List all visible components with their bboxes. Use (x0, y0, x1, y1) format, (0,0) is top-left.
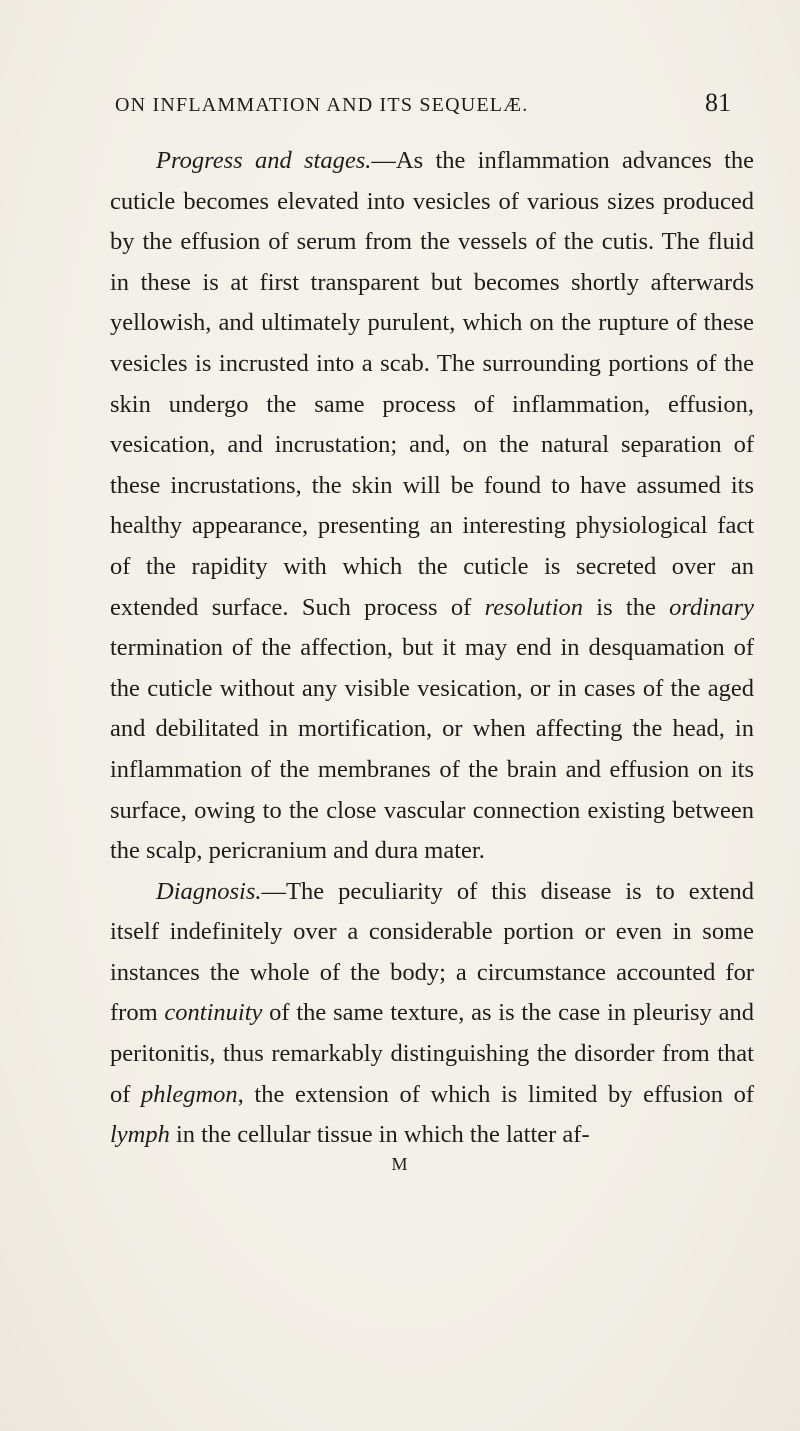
text-run: termination of the affection, but it may end in desquamation of the cuticle without any visible vesication, or in cases of the aged and debilitated in mortification, or when affecting the head, in inflammation of the membranes of the brain and effusion on its surface, owing to the close vascular connection existing between the scalp, pericranium and dura mater. (110, 634, 754, 865)
italic-term: ordinary (669, 593, 754, 621)
italic-term: lymph (110, 1121, 170, 1149)
text-run: —The peculiarity of this disease is to extend itself indefinitely over a considerable portion or even in some instances the whole of the body; a circumstance accounted for from (110, 877, 754, 1027)
text-run: , the extension of which is limited by effusion of (237, 1080, 754, 1108)
body-text (110, 141, 754, 1156)
page-number: 81 (705, 88, 731, 117)
paragraph-diagnosis (110, 872, 754, 1156)
text-run: of the same texture, as is the case in pleurisy and peritonitis, thus remarkably distinguishing the disorder from that of (110, 999, 754, 1108)
italic-term: resolution (484, 593, 584, 621)
text-run: —As the inflammation advances the cuticle becomes elevated into vesicles of various sizes produced by the effusion of serum from the vessels of the cutis. The fluid in these is at first transparent but becomes shortly afterwards yellowish, and ultimately purulent, which on the rupture of these vesicles is incrusted into a scab. The surrounding portions of the skin undergo the same process of inflammation, effusion, vesication, and incrustation; and, on the natural separation of these incrustations, the skin will be found to have assumed its healthy appearance, presenting an interesting physiological fact of the rapidity with which the cuticle is secreted over an extended surface. Such process of (110, 147, 754, 621)
paragraph-heading: Progress and stages. (156, 147, 372, 174)
text-run: in the cellular tissue in which the latter af- (169, 1121, 590, 1149)
signature-mark: M (391, 1154, 409, 1174)
running-head: ON INFLAMMATION AND ITS SEQUELÆ. (115, 94, 529, 116)
page-header (115, 88, 755, 128)
italic-term: continuity (164, 999, 263, 1027)
paragraph-progress-and-stages (110, 141, 754, 872)
italic-term: phlegmon (141, 1080, 238, 1108)
paragraph-heading: Diagnosis. (156, 877, 262, 905)
text-run: is the (583, 593, 670, 621)
